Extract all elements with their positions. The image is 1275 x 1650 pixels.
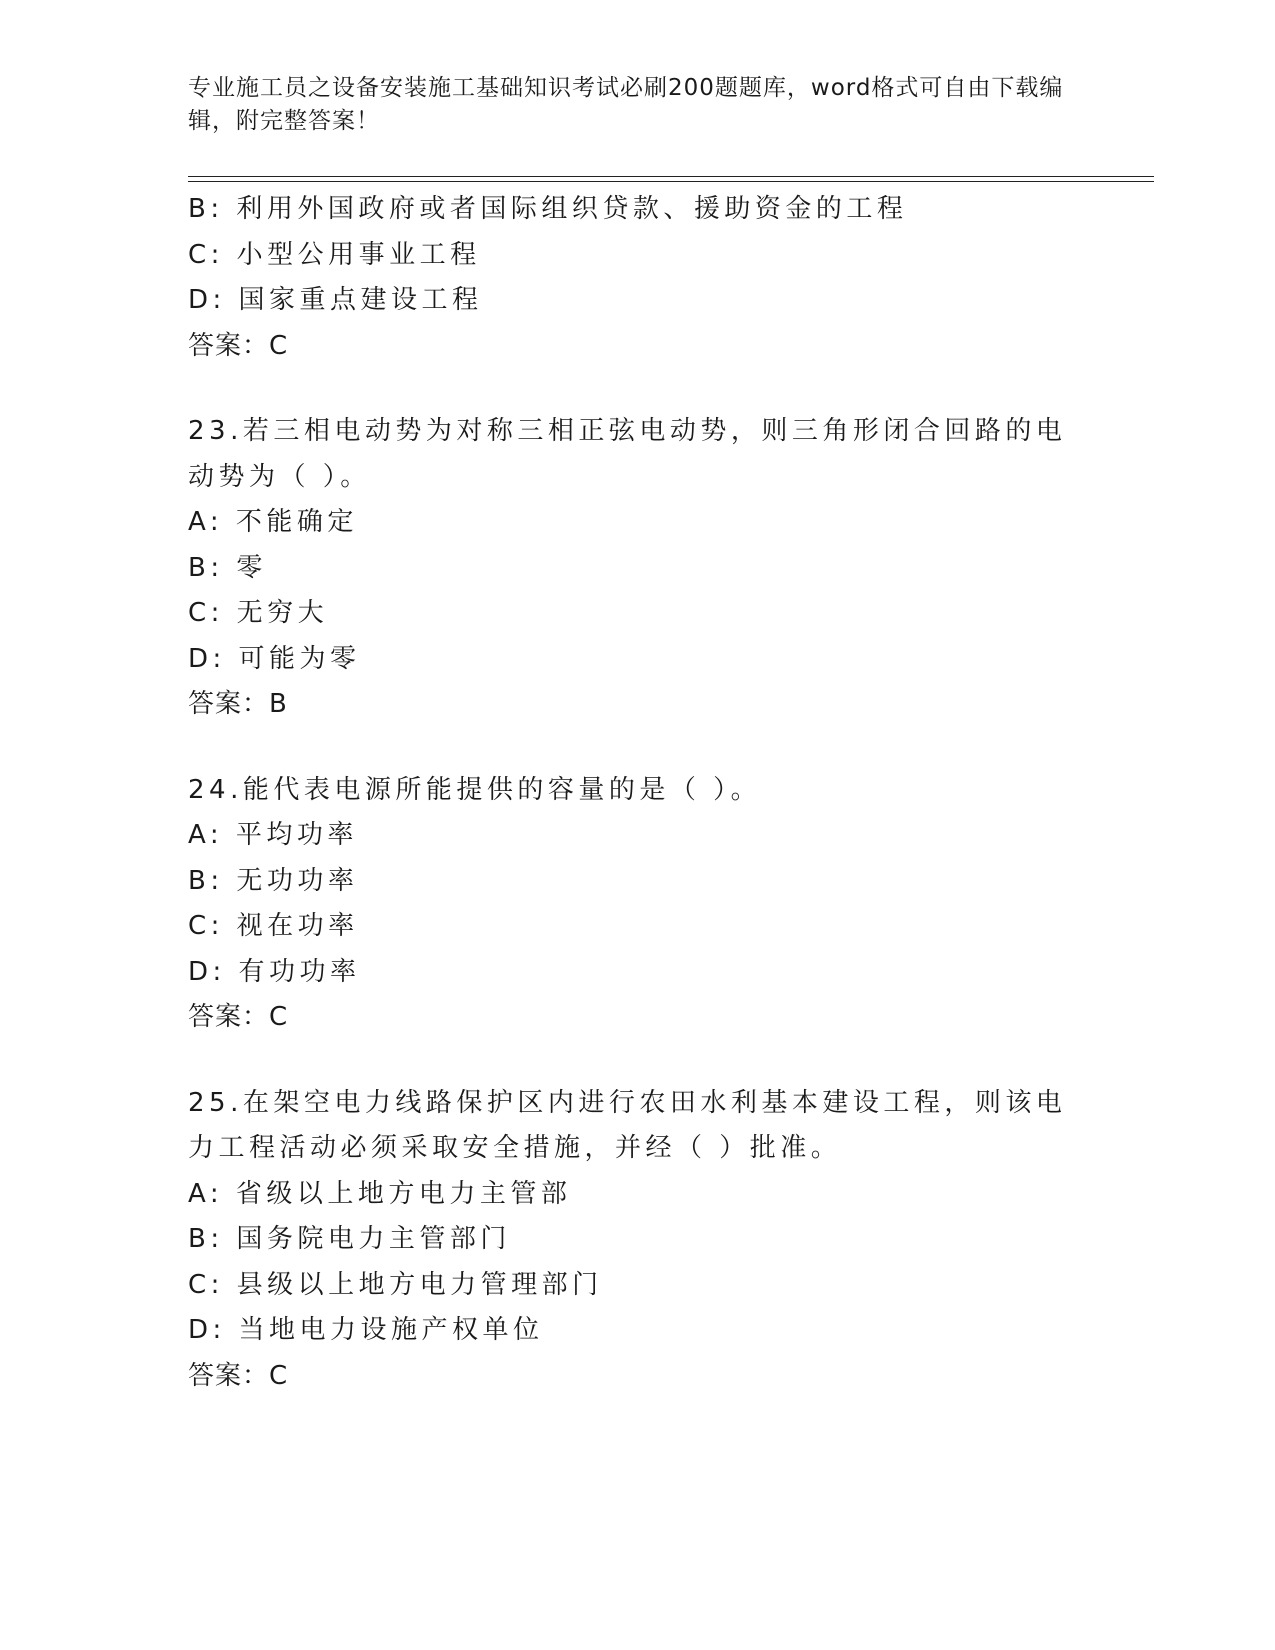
question-block-25 xyxy=(188,1081,1088,1400)
question-stem: 25.在架空电力线路保护区内进行农田水利基本建设工程，则该电力工程活动必须采取安全措施，并经（ ）批准。 xyxy=(188,1087,1067,1163)
question-block-23 xyxy=(188,409,1088,728)
answer-line: 答案：B xyxy=(188,689,288,719)
header-divider-top xyxy=(188,176,1154,177)
option-c: C: 视在功率 xyxy=(188,911,359,941)
document-body xyxy=(188,187,1088,1399)
answer-line: 答案：C xyxy=(188,330,289,361)
option-b: B: 利用外国政府或者国际组织贷款、援助资金的工程 xyxy=(188,194,908,224)
document-header: 专业施工员之设备安装施工基础知识考试必刷200题题库，word格式可自由下载编辑，附完整答案！ xyxy=(188,75,1064,134)
question-block-22 xyxy=(188,187,1088,369)
option-d: D: 国家重点建设工程 xyxy=(188,285,483,315)
option-d: D: 当地电力设施产权单位 xyxy=(188,1315,544,1345)
option-c: C: 县级以上地方电力管理部门 xyxy=(188,1269,603,1300)
option-a: A: 省级以上地方电力主管部 xyxy=(188,1178,572,1209)
option-a: A: 平均功率 xyxy=(188,820,358,850)
question-stem: 24.能代表电源所能提供的容量的是（ ）。 xyxy=(188,774,762,805)
option-a: A: 不能确定 xyxy=(188,507,358,537)
option-b: B: 国务院电力主管部门 xyxy=(188,1224,511,1254)
option-c: C: 小型公用事业工程 xyxy=(188,239,481,270)
option-b: B: 无功功率 xyxy=(188,865,359,896)
question-stem: 23.若三相电动势为对称三相正弦电动势，则三角形闭合回路的电动势为（ ）。 xyxy=(188,416,1067,492)
answer-line: 答案：C xyxy=(188,1360,289,1391)
option-c: C: 无穷大 xyxy=(188,598,329,628)
header-divider-bottom xyxy=(188,181,1154,182)
option-b: B: 零 xyxy=(188,552,267,583)
question-block-24 xyxy=(188,768,1088,1041)
option-d: D: 可能为零 xyxy=(188,643,361,674)
option-d: D: 有功功率 xyxy=(188,956,361,987)
answer-line: 答案：C xyxy=(188,1002,289,1032)
